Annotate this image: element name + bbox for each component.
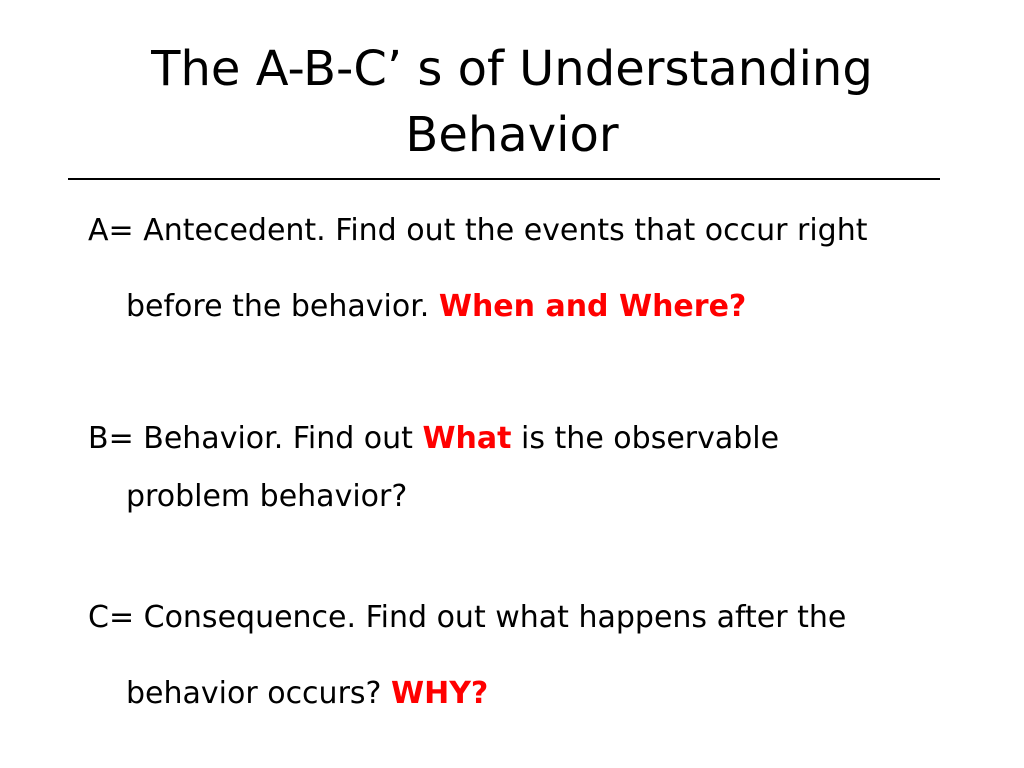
bullet-antecedent [88,213,948,324]
title-line-1: The A-B-C’ s of Understanding [151,41,873,97]
bullet-consequence-line-2 [88,676,948,711]
bullet-antecedent-line-1: A= Antecedent. Find out the events that occur right [88,213,868,248]
bullet-consequence-text: behavior occurs? [126,676,391,711]
bullet-behavior [88,421,948,514]
bullet-behavior-line-2: problem behavior? [126,479,408,514]
bullet-behavior-line-1 [88,421,948,456]
bullet-behavior-text: B= Behavior. Find out [88,421,423,456]
bullet-antecedent-emphasis: When and Where? [438,289,747,324]
title-divider [68,178,940,180]
slide-title [0,36,1024,168]
bullet-antecedent-text: before the behavior. [126,289,439,324]
bullet-behavior-rest: is the observable [511,421,780,456]
bullet-consequence-line-1: C= Consequence. Find out what happens after the [88,600,847,635]
bullet-consequence [88,600,948,711]
bullet-behavior-emphasis: What [422,421,512,456]
bullet-antecedent-line-2 [88,289,948,324]
bullet-consequence-emphasis: WHY? [391,676,489,711]
title-line-2: Behavior [405,107,619,163]
